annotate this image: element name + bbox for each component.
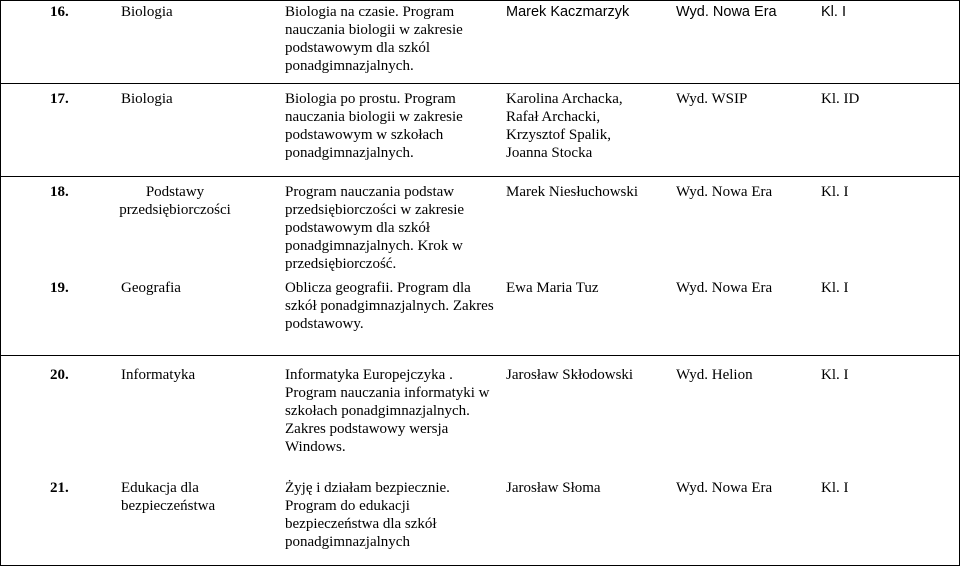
publisher-cell: Wyd. WSIP	[676, 91, 748, 107]
row-divider	[0, 176, 960, 177]
author-cell: Karolina Archacka, Rafał Archacki, Krzysztof Spalik, Joanna Stocka	[506, 91, 623, 161]
class-cell: Kl. I	[821, 480, 849, 496]
class-cell: Kl. I	[821, 280, 849, 296]
row-divider	[0, 83, 960, 84]
author-cell: Marek Niesłuchowski	[506, 184, 639, 200]
table-border-top	[0, 0, 960, 1]
program-cell: Oblicza geografii. Program dla szkół ponadgimnazjalnych. Zakres podstawowy.	[285, 280, 494, 332]
program-cell: Żyję i działam bezpiecznie. Program do edukacji bezpieczeństwa dla szkół ponadgimnazjalnych	[285, 480, 450, 550]
class-cell: Kl. I	[821, 367, 849, 383]
class-cell: Kl. I	[821, 184, 849, 200]
row-number: 18.	[50, 184, 69, 200]
subject-cell: Geografia	[121, 280, 181, 296]
publisher-cell: Wyd. Helion	[676, 367, 753, 383]
row-number: 17.	[50, 91, 69, 107]
program-cell: Program nauczania podstaw przedsiębiorczości w zakresie podstawowym dla szkół ponadgimnazjalnych. Krok w przedsiębiorczość.	[285, 184, 465, 272]
publisher-cell: Wyd. Nowa Era	[676, 4, 777, 20]
author-cell: Ewa Maria Tuz	[506, 280, 599, 296]
subject-cell: Biologia	[121, 4, 173, 20]
subject-cell: Biologia	[121, 91, 173, 107]
author-cell: Jarosław Słoma	[506, 480, 601, 496]
row-number: 21.	[50, 480, 69, 496]
class-cell: Kl. I	[821, 4, 846, 20]
row-number: 19.	[50, 280, 69, 296]
row-number: 20.	[50, 367, 69, 383]
author-cell: Marek Kaczmarzyk	[506, 4, 630, 20]
program-cell: Biologia po prostu. Program nauczania biologii w zakresie podstawowym w szkołach ponadgimnazjalnych.	[285, 91, 463, 161]
row-divider	[0, 355, 960, 356]
publisher-cell: Wyd. Nowa Era	[676, 480, 773, 496]
subject-cell: Podstawy przedsiębiorczości	[119, 184, 231, 218]
subject-cell: Informatyka	[121, 367, 196, 383]
class-cell: Kl. ID	[821, 91, 860, 107]
publisher-cell: Wyd. Nowa Era	[676, 280, 773, 296]
table-border-left	[0, 0, 1, 566]
program-cell: Biologia na czasie. Program nauczania biologii w zakresie podstawowym dla szkól ponadgimnazjalnych.	[285, 4, 463, 74]
subject-cell: Edukacja dla bezpieczeństwa	[121, 480, 216, 514]
row-number: 16.	[50, 4, 69, 20]
publisher-cell: Wyd. Nowa Era	[676, 184, 773, 200]
author-cell: Jarosław Skłodowski	[506, 367, 634, 383]
program-cell: Informatyka Europejczyka . Program nauczania informatyki w szkołach ponadgimnazjalnych. Zakres podstawowy wersja Windows.	[285, 367, 490, 455]
